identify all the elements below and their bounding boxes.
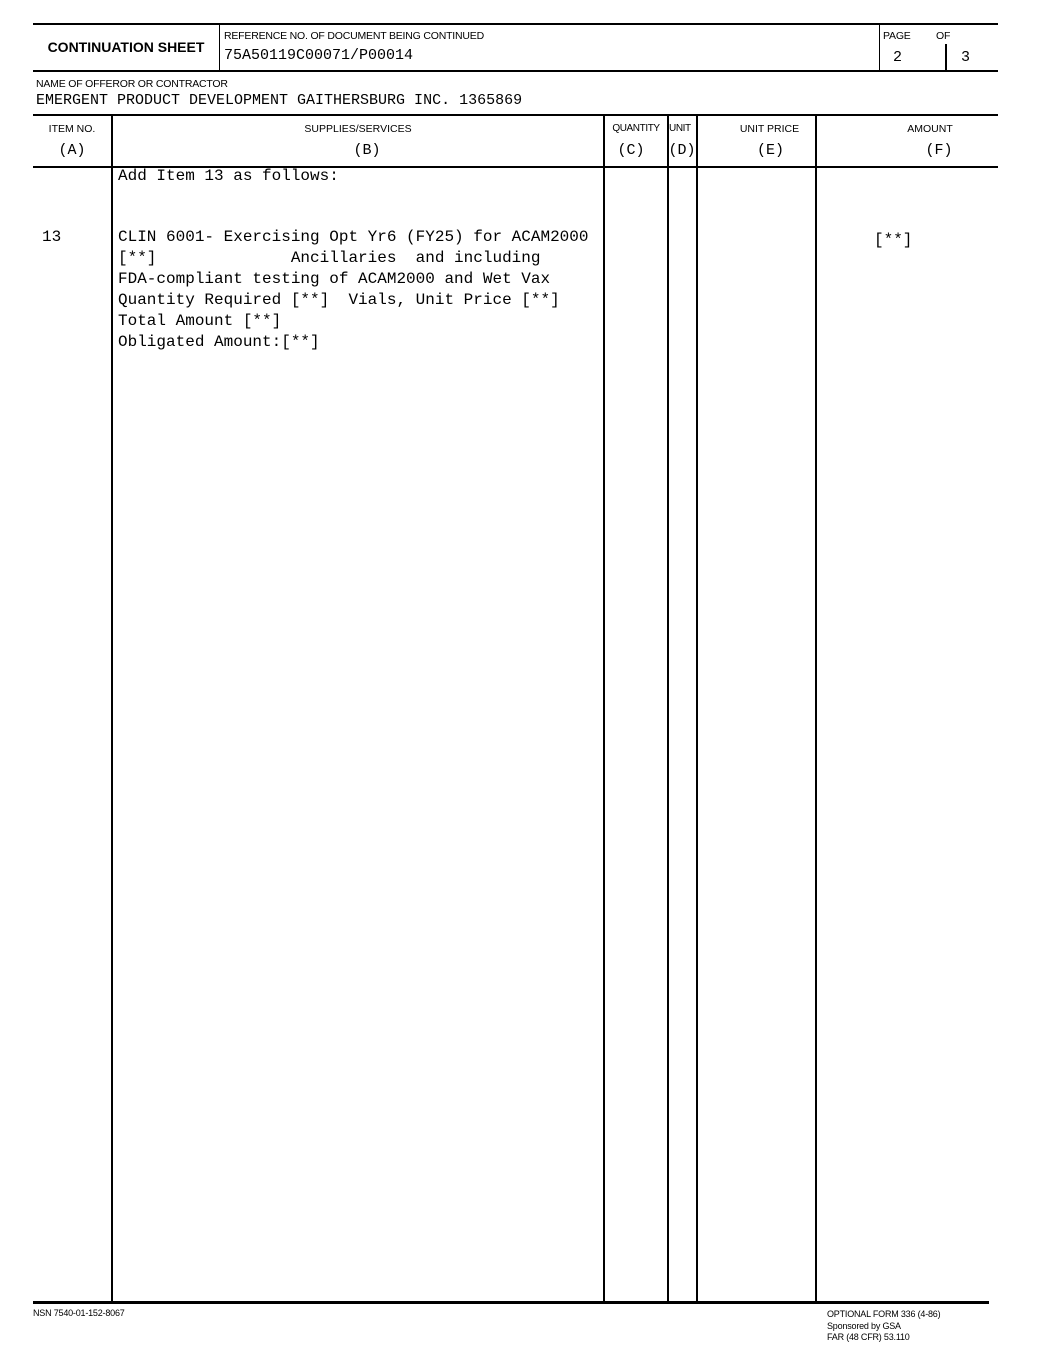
page-total: 3 xyxy=(961,49,971,66)
column-letter-d: (D) xyxy=(668,142,696,159)
column-head-item-no: ITEM NO. xyxy=(48,123,96,135)
offeror-label: NAME OF OFFEROR OR CONTRACTOR xyxy=(36,78,228,90)
column-head-unit-price: UNIT PRICE xyxy=(739,123,800,135)
form-info-line: OPTIONAL FORM 336 (4-86) xyxy=(827,1309,941,1319)
header-divider-page xyxy=(879,24,880,71)
header-bottom-rule xyxy=(33,70,998,72)
continuation-sheet-title: CONTINUATION SHEET xyxy=(47,39,205,55)
column-head-amount: AMOUNT xyxy=(907,123,953,135)
column-divider-c xyxy=(603,116,605,1302)
item-description-line: CLIN 6001- Exercising Opt Yr6 (FY25) for ACAM2000 xyxy=(118,228,589,246)
item-description xyxy=(118,227,588,353)
column-divider-f xyxy=(815,116,817,1302)
header-divider-of xyxy=(945,44,947,70)
offeror-name: EMERGENT PRODUCT DEVELOPMENT GAITHERSBURG INC. 1365869 xyxy=(36,92,523,109)
column-head-supplies: SUPPLIES/SERVICES xyxy=(304,123,412,135)
column-head-quantity: QUANTITY xyxy=(612,123,660,134)
column-letter-e: (E) xyxy=(756,142,784,159)
column-letter-c: (C) xyxy=(617,142,645,159)
reference-number: 75A50119C00071/P00014 xyxy=(224,47,414,64)
table-bottom-rule xyxy=(33,1301,989,1304)
form-info xyxy=(827,1309,940,1344)
column-head-unit: UNIT xyxy=(669,123,691,134)
table-top-rule xyxy=(33,114,998,116)
column-divider-b xyxy=(111,116,113,1302)
of-label: OF xyxy=(936,30,951,42)
form-info-line: Sponsored by GSA xyxy=(827,1320,901,1331)
column-letter-b: (B) xyxy=(353,142,381,159)
reference-label: REFERENCE NO. OF DOCUMENT BEING CONTINUED xyxy=(224,30,484,42)
form-info-line: FAR (48 CFR) 53.110 xyxy=(827,1332,910,1342)
item-description-line: Quantity Required [**] Vials, Unit Price [**] xyxy=(118,291,560,309)
column-letter-a: (A) xyxy=(58,142,86,159)
header-top-rule xyxy=(33,23,998,25)
item-description-line: Total Amount [**] xyxy=(118,312,282,330)
page-number: 2 xyxy=(893,49,903,66)
column-divider-e xyxy=(696,116,698,1302)
nsn-number: NSN 7540-01-152-8067 xyxy=(33,1308,125,1318)
column-letter-f: (F) xyxy=(925,142,953,159)
intro-text: Add Item 13 as follows: xyxy=(118,167,339,185)
header-divider-title xyxy=(219,24,220,71)
item-description-line: FDA-compliant testing of ACAM2000 and Wet Vax xyxy=(118,270,551,288)
item-description-line: [**] Ancillaries and including xyxy=(118,249,541,267)
item-description-line: Obligated Amount:[**] xyxy=(118,333,320,351)
column-divider-d xyxy=(667,116,669,1302)
item-amount: [**] xyxy=(874,231,913,249)
item-number: 13 xyxy=(42,228,62,246)
page-label: PAGE xyxy=(883,30,911,42)
